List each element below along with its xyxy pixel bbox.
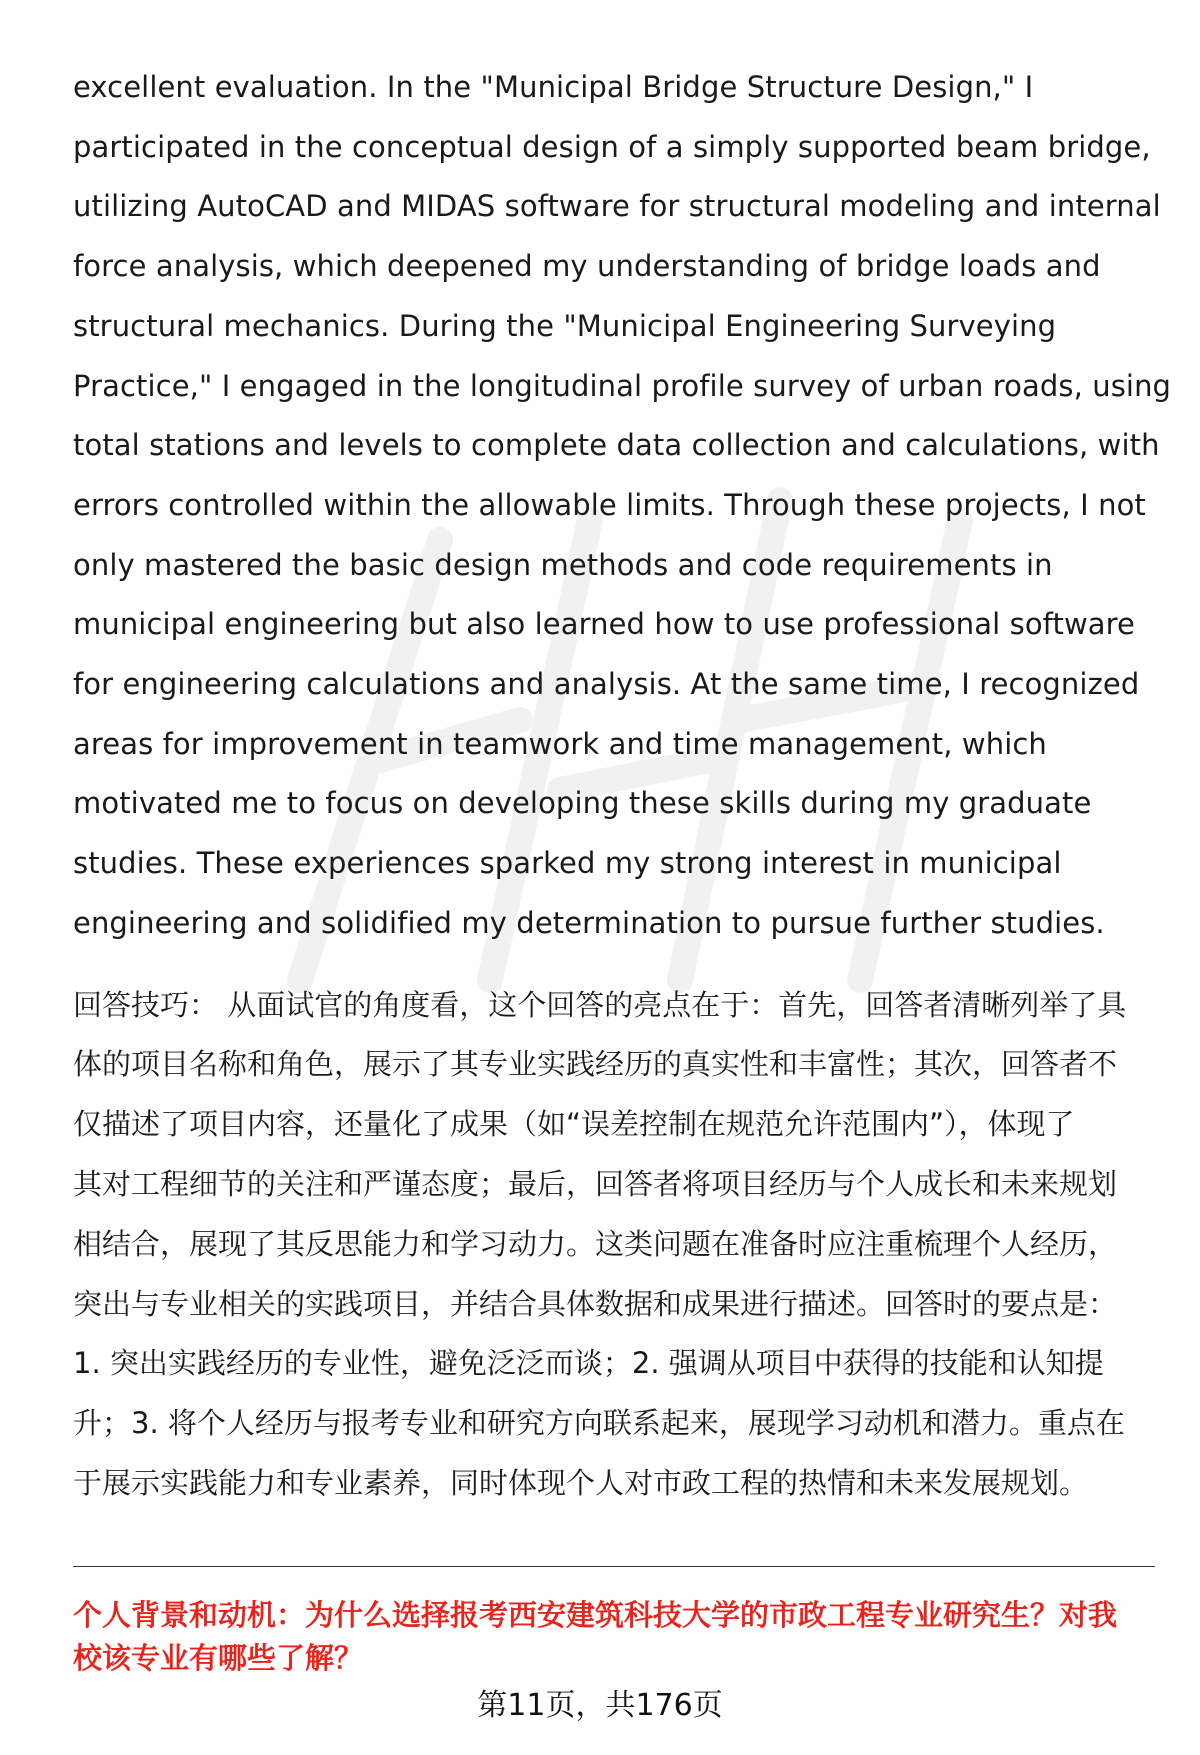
body-line: areas for improvement in teamwork and time management, which [73,726,1047,761]
page-content [73,58,1172,1514]
section-divider [73,1566,1155,1567]
body-line: errors controlled within the allowable limits. Through these projects, I not [73,487,1146,522]
tips-line: 体的项目名称和角色，展示了其专业实践经历的真实性和丰富性；其次，回答者不 [73,1047,1118,1082]
tips-line: 其对工程细节的关注和严谨态度；最后，回答者将项目经历与个人成长和未来规划 [73,1166,1118,1201]
body-line: Practice," I engaged in the longitudinal profile survey of urban roads, using [73,368,1172,403]
next-question-heading [73,1594,1163,1680]
body-line: motivated me to focus on developing these skills during my graduate [73,786,1092,821]
body-line: excellent evaluation. In the "Municipal Bridge Structure Design," I [73,70,1034,104]
body-line: structural mechanics. During the "Municipal Engineering Surveying [73,308,1057,343]
page-number: 第11页，共176页 [477,1688,723,1723]
body-line: engineering and solidified my determination to pursue further studies. [73,905,1105,940]
tips-line: 升；3. 将个人经历与报考专业和研究方向联系起来，展现学习动机和潜力。重点在 [73,1406,1125,1441]
tips-line: 回答技巧： 从面试官的角度看，这个回答的亮点在于：首先，回答者清晰列举了具 [73,987,1127,1022]
tips-line: 于展示实践能力和专业素养，同时体现个人对市政工程的热情和未来发展规划。 [73,1465,1089,1500]
body-line: studies. These experiences sparked my strong interest in municipal [73,846,1062,881]
tips-line: 仅描述了项目内容，还量化了成果（如“误差控制在规范允许范围内”），体现了 [73,1107,1075,1142]
body-line: only mastered the basic design methods and code requirements in [73,547,1053,582]
tips-line: 1. 突出实践经历的专业性，避免泛泛而谈；2. 强调从项目中获得的技能和认知提 [73,1346,1104,1381]
tips-line: 相结合，展现了其反思能力和学习动力。这类问题在准备时应注重梳理个人经历， [73,1226,1118,1261]
body-line: for engineering calculations and analysis. At the same time, I recognized [73,667,1140,702]
body-paragraph [73,58,1172,954]
body-line: utilizing AutoCAD and MIDAS software for structural modeling and internal [73,189,1161,224]
question-line: 校该专业有哪些了解？ [73,1641,364,1675]
body-line: municipal engineering but also learned how to use professional software [73,607,1135,642]
body-line: force analysis, which deepened my understanding of bridge loads and [73,249,1101,284]
body-line: participated in the conceptual design of a simply supported beam bridge, [73,129,1151,164]
question-line: 个人背景和动机：为什么选择报考西安建筑科技大学的市政工程专业研究生？对我 [73,1598,1118,1632]
answer-tips-paragraph [73,976,1153,1514]
tips-line: 突出与专业相关的实践项目，并结合具体数据和成果进行描述。回答时的要点是： [73,1286,1118,1321]
body-line: total stations and levels to complete data collection and calculations, with [73,428,1160,463]
